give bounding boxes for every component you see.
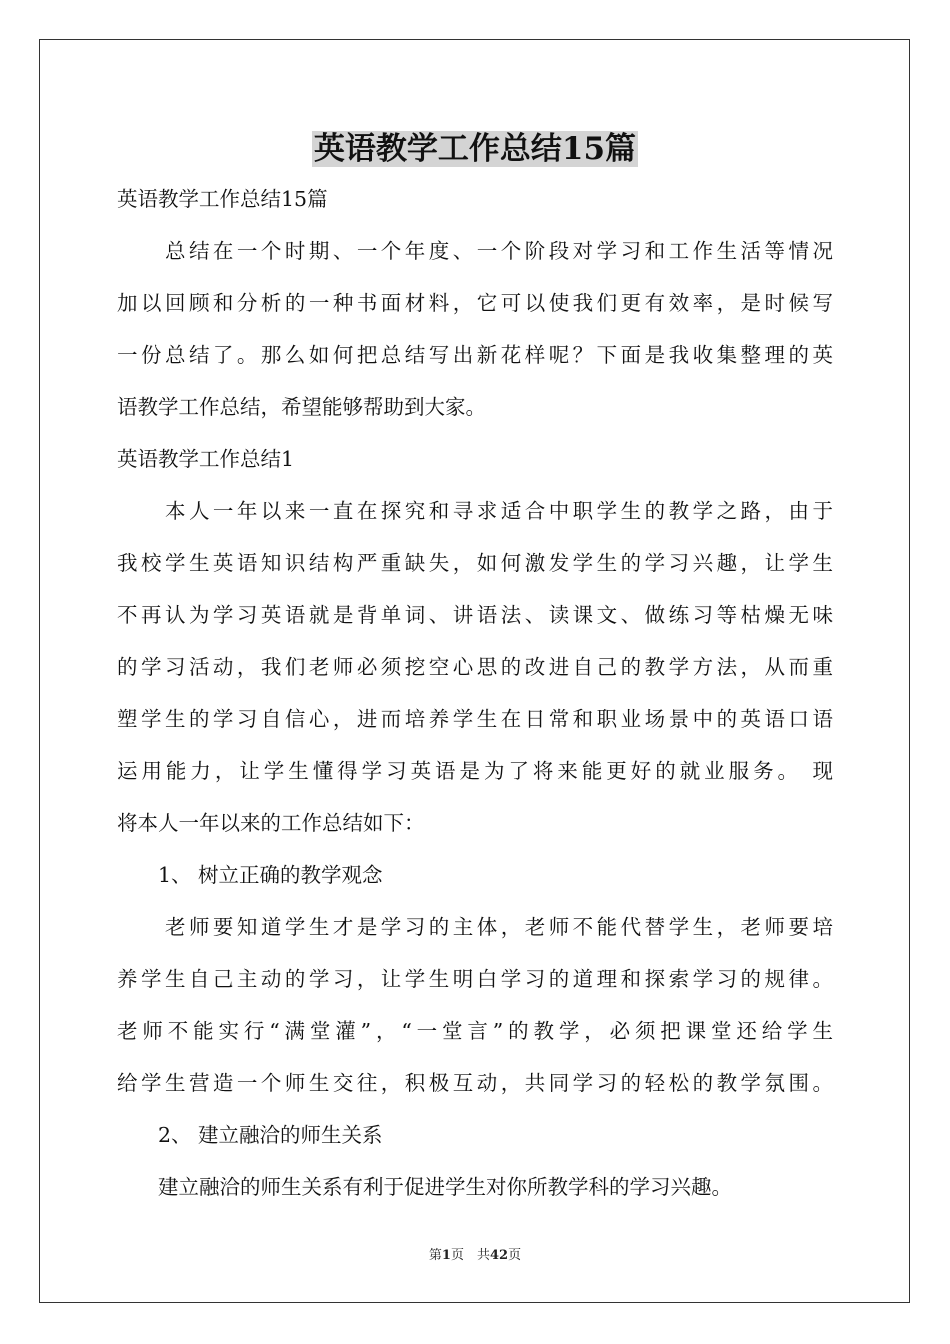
paragraph-line: 不再认为学习英语就是背单词、讲语法、读课文、做练习等枯燥无味 <box>117 603 833 627</box>
section-heading: 英语教学工作总结1 <box>117 447 295 471</box>
document-title <box>0 126 950 172</box>
list-heading: 2、 建立融洽的师生关系 <box>117 1123 383 1147</box>
paragraph-line: 将本人一年以来的工作总结如下： <box>117 811 425 835</box>
paragraph-line: 老师不能实行“满堂灌”，“一堂言”的教学，必须把课堂还给学生 <box>117 1019 833 1043</box>
paragraph-line: 一份总结了。那么如何把总结写出新花样呢？下面是我收集整理的英 <box>117 343 833 367</box>
paragraph-line: 的学习活动，我们老师必须挖空心思的改进自己的教学方法，从而重 <box>117 655 833 679</box>
paragraph-line: 建立融洽的师生关系有利于促进学生对你所教学科的学习兴趣。 <box>117 1175 732 1199</box>
paragraph-line: 本人一年以来一直在探究和寻求适合中职学生的教学之路，由于 <box>117 499 833 523</box>
footer-page-number: 1 <box>441 1248 451 1263</box>
footer-prefix: 第 <box>428 1248 442 1263</box>
page-footer <box>0 1247 950 1265</box>
document-body <box>117 179 833 1208</box>
paragraph-line: 语教学工作总结，希望能够帮助到大家。 <box>117 395 486 419</box>
paragraph-line: 老师要知道学生才是学习的主体，老师不能代替学生，老师要培 <box>117 915 833 939</box>
paragraph-line: 给学生营造一个师生交往，积极互动，共同学习的轻松的教学氛围。 <box>117 1071 833 1095</box>
footer-mid: 页 共 <box>450 1248 490 1263</box>
paragraph-line: 总结在一个时期、一个年度、一个阶段对学习和工作生活等情况 <box>117 239 833 263</box>
document-title-text: 英语教学工作总结15篇 <box>313 131 637 167</box>
paragraph-line: 塑学生的学习自信心，进而培养学生在日常和职业场景中的英语口语 <box>117 707 833 731</box>
paragraph-line: 养学生自己主动的学习，让学生明白学习的道理和探索学习的规律。 <box>117 967 833 991</box>
paragraph-line: 我校学生英语知识结构严重缺失，如何激发学生的学习兴趣，让学生 <box>117 551 833 575</box>
list-heading: 1、 树立正确的教学观念 <box>117 863 383 887</box>
footer-total-pages: 42 <box>489 1248 509 1263</box>
paragraph-line: 加以回顾和分析的一种书面材料，它可以使我们更有效率，是时候写 <box>117 291 833 315</box>
subtitle-line: 英语教学工作总结15篇 <box>117 187 328 211</box>
paragraph-line: 运用能力，让学生懂得学习英语是为了将来能更好的就业服务。 现 <box>117 759 833 783</box>
footer-suffix: 页 <box>508 1248 522 1263</box>
